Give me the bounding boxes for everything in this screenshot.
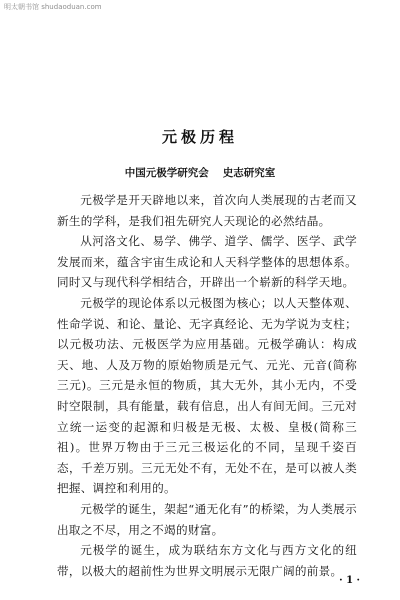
page-title: 元极历程 xyxy=(161,128,238,146)
byline-dept: 史志研究室 xyxy=(222,167,276,179)
paragraph: 元极学是开天辟地以来，首次向人类展现的古老而又新生的学科，是我们祖先研究人天现论的必然结晶。 xyxy=(57,193,357,228)
paragraph: 元极学的诞生，成为联结东方文化与西方文化的纽带，以极大的超前性为世界文明展示无限广阔的前景。 xyxy=(57,543,357,578)
paragraph: 元极学的现论体系以元极图为核心；以人天整体观、性命学说、和论、量论、无字真经论、无为学说为支柱；以元极功法、元极医学为应用基础。元极学确认：构成天、地、人及万物的原始物质是元气、元光、元音(简称三元)。三元是永恒的物质，其大无外，其小无内，不受时空限制，具有能量，载有信息，出人有间无间。三元对立统一运变的起源和归极是无极、太极、皇极(简称三祖)。世界万物由于三元三极运化的不同，呈现千姿百态，千差万别。三元无处不有，无处不在，是可以被人类把握、调控和利用的。 xyxy=(57,295,357,496)
byline xyxy=(0,165,400,180)
byline-org: 中国元极学研究会 xyxy=(124,167,209,179)
paragraph: 元极学的诞生，架起“通无化有”的桥梁，为人类展示出取之不尽，用之不竭的财富。 xyxy=(57,501,357,537)
body-text xyxy=(57,190,357,581)
watermark: 明太朝书馆 shudaoduan.com xyxy=(4,3,102,11)
page-number: · 1 · xyxy=(339,575,360,586)
paragraph: 从河洛文化、易学、佛学、道学、儒学、医学、武学发展而来，蕴含宇宙生成论和人天科学整体的思想体系。同时又与现代科学相结合，开辟出一个崭新的科学天地。 xyxy=(57,234,357,290)
